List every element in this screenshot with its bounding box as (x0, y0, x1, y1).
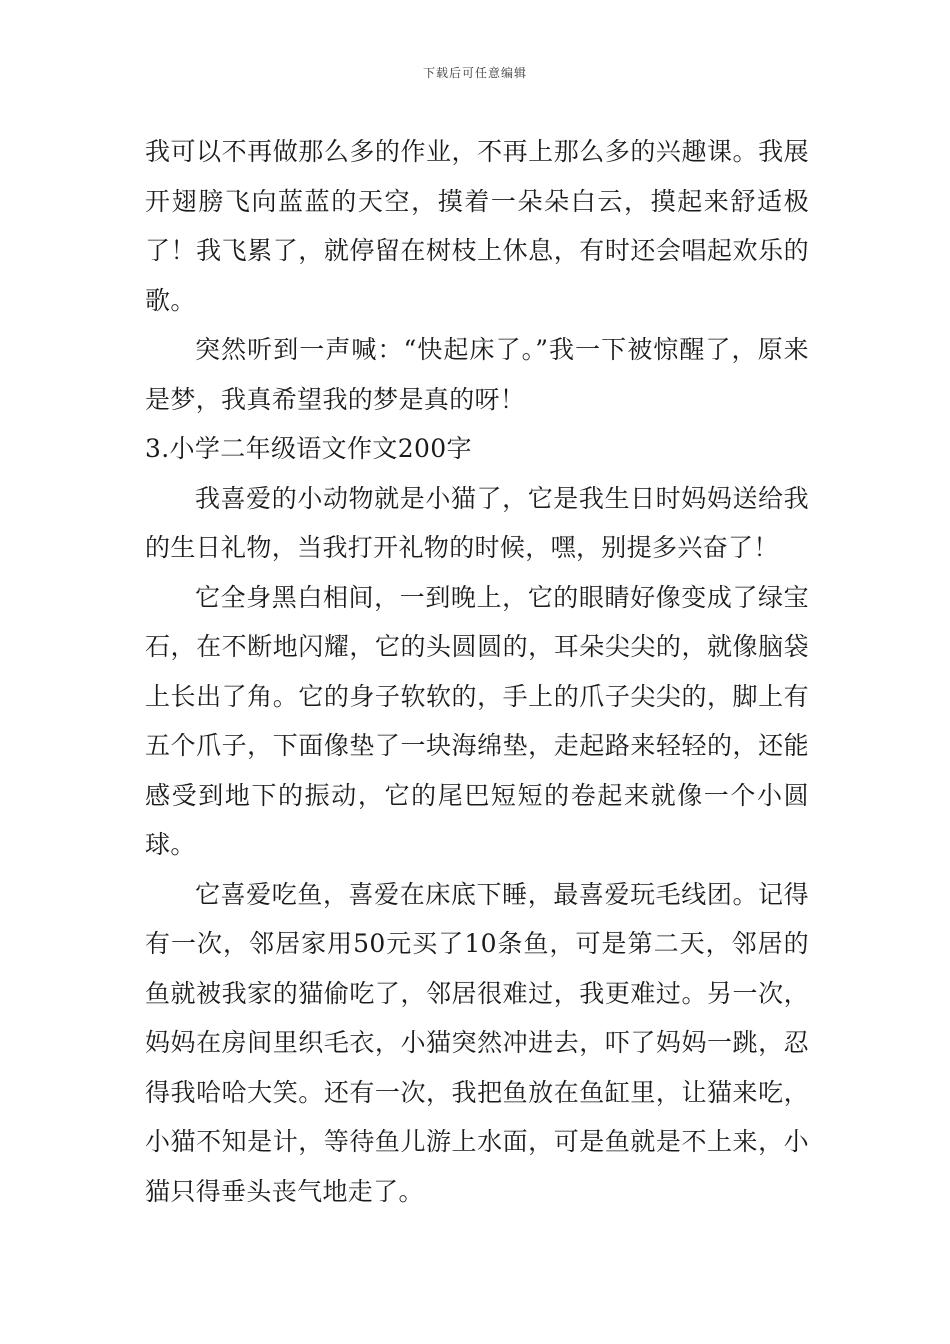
paragraph-kitten-intro: 我喜爱的小动物就是小猫了，它是我生日时妈妈送给我的生日礼物，当我打开礼物的时候，嘿，别提多兴奋了！ (145, 483, 809, 562)
paragraph-wake-up: 突然听到一声喊：“快起床了。”我一下被惊醒了，原来是梦，我真希望我的梦是真的呀！ (145, 335, 809, 414)
document-body (145, 127, 809, 1216)
section-heading: 3.小学二年级语文作文200字 (145, 434, 472, 463)
paragraph-kitten-habits: 它喜爱吃鱼，喜爱在床底下睡，最喜爱玩毛线团。记得有一次，邻居家用50元买了10条鱼，可是第二天，邻居的鱼就被我家的猫偷吃了，邻居很难过，我更难过。另一次，妈妈在房间里织毛衣，小猫突然冲进去，吓了妈妈一跳，忍得我哈哈大笑。还有一次，我把鱼放在鱼缸里，让猫来吃，小猫不知是计，等待鱼儿游上水面，可是鱼就是不上来，小猫只得垂头丧气地走了。 (145, 879, 809, 1206)
page-header: 下载后可任意编辑 (422, 66, 527, 80)
paragraph-dream-continued: 我可以不再做那么多的作业，不再上那么多的兴趣课。我展开翅膀飞向蓝蓝的天空，摸着一朵朵白云，摸起来舒适极了！我飞累了，就停留在树枝上休息，有时还会唱起欢乐的歌。 (145, 137, 809, 315)
paragraph-kitten-appearance: 它全身黑白相间，一到晚上，它的眼睛好像变成了绿宝石，在不断地闪耀，它的头圆圆的，耳朵尖尖的，就像脑袋上长出了角。它的身子软软的，手上的爪子尖尖的，脚上有五个爪子，下面像垫了一块海绵垫，走起路来轻轻的，还能感受到地下的振动，它的尾巴短短的卷起来就像一个小圆球。 (145, 582, 809, 859)
